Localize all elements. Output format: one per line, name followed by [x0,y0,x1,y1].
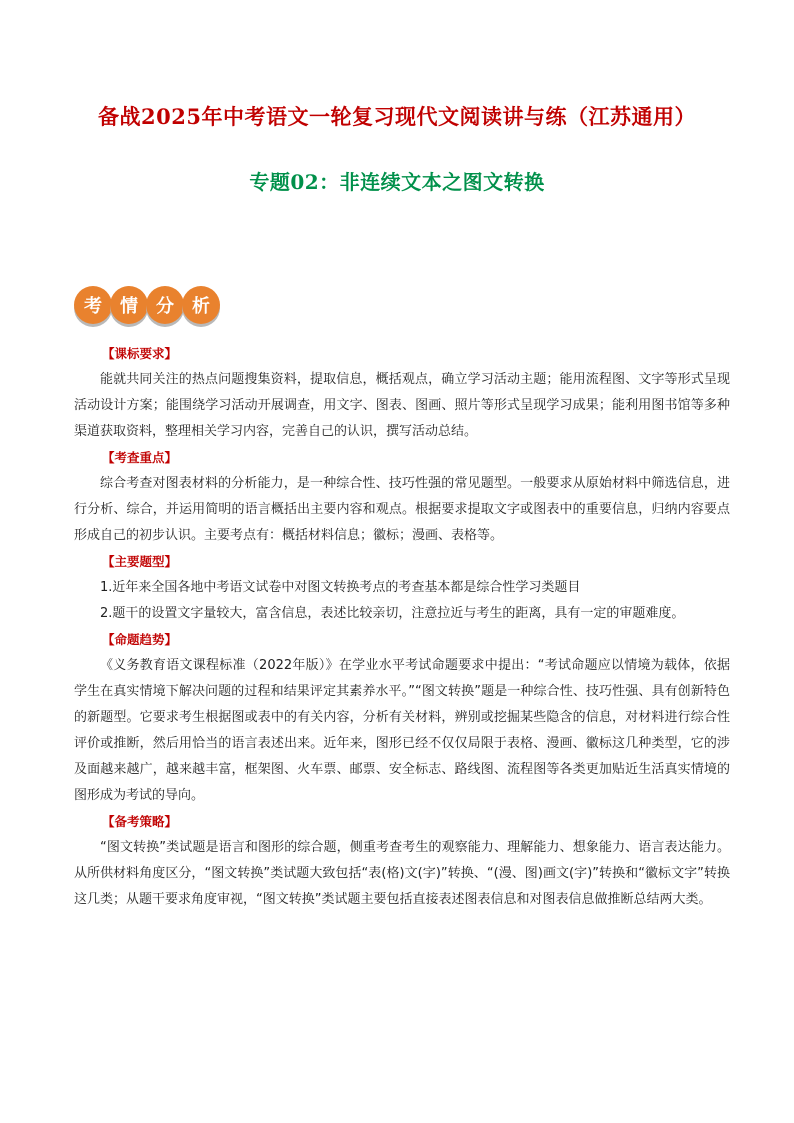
section-strategy [74,809,730,913]
section-heading: 【课标要求】 [102,346,178,361]
list-item: 2.题干的设置文字量较大，富含信息，表述比较亲切，注意拉近与考生的距离，具有一定的审题难度。 [100,606,685,621]
section-key-points [74,445,730,549]
section-heading: 【命题趋势】 [102,632,178,647]
section-paragraph: 能就共同关注的热点问题搜集资料，提取信息，概括观点，确立学习活动主题；能用流程图、文字等形式呈现活动设计方案；能围绕学习活动开展调查，用文字、图表、图画、照片等形式呈现学习成果；能利用图书馆等多种渠道获取资料，整理相关学习内容，完善自己的认识，撰写活动总结。 [74,372,730,439]
badge-char: 分 [146,286,184,324]
analysis-badge [74,286,218,330]
section-paragraph: 综合考查对图表材料的分析能力，是一种综合性、技巧性强的常见题型。一般要求从原始材料中筛选信息，进行分析、综合，并运用简明的语言概括出主要内容和观点。根据要求提取文字或图表中的重要信息，归纳内容要点形成自己的初步认识。主要考点有：概括材料信息；徽标；漫画、表格等。 [74,476,730,543]
page-subtitle: 专题02：非连续文本之图文转换 [249,170,545,194]
section-heading: 【备考策略】 [102,814,178,829]
badge-char: 考 [74,286,112,324]
section-curriculum [74,341,730,445]
section-paragraph: “图文转换”类试题是语言和图形的综合题，侧重考查考生的观察能力、理解能力、想象能力、语言表达能力。从所供材料角度区分，“图文转换”类试题大致包括“表(格)文(字)”转换、“(漫、图)画文(字)”转换和“徽标文字”转换这几类；从题干要求角度审视，“图文转换”类试题主要包括直接表述图表信息和对图表信息做推断总结两大类。 [74,840,730,907]
list-item: 1.近年来全国各地中考语文试卷中对图文转换考点的考查基本都是综合性学习类题目 [100,580,581,595]
section-question-types [74,549,730,627]
section-trend [74,627,730,809]
badge-char: 情 [110,286,148,324]
section-heading: 【主要题型】 [102,554,178,569]
section-paragraph: 《义务教育语文课程标准（2022年版）》在学业水平考试命题要求中提出：“考试命题应以情境为载体，依据学生在真实情境下解决问题的过程和结果评定其素养水平。”“图文转换”题是一种综合性、技巧性强、具有创新特色的新题型。它要求考生根据图或表中的有关内容，分析有关材料，辨别或挖掘某些隐含的信息，对材料进行综合性评价或推断，然后用恰当的语言表述出来。近年来，图形已经不仅仅局限于表格、漫画、徽标这几种类型，它的涉及面越来越广，越来越丰富，框架图、火车票、邮票、安全标志、路线图、流程图等各类更加贴近生活真实情境的图形成为考试的导向。 [74,658,730,803]
section-heading: 【考查重点】 [102,450,178,465]
badge-char: 析 [182,286,220,324]
page-title: 备战2025年中考语文一轮复习现代文阅读讲与练（江苏通用） [98,104,696,129]
document-body [74,341,730,913]
